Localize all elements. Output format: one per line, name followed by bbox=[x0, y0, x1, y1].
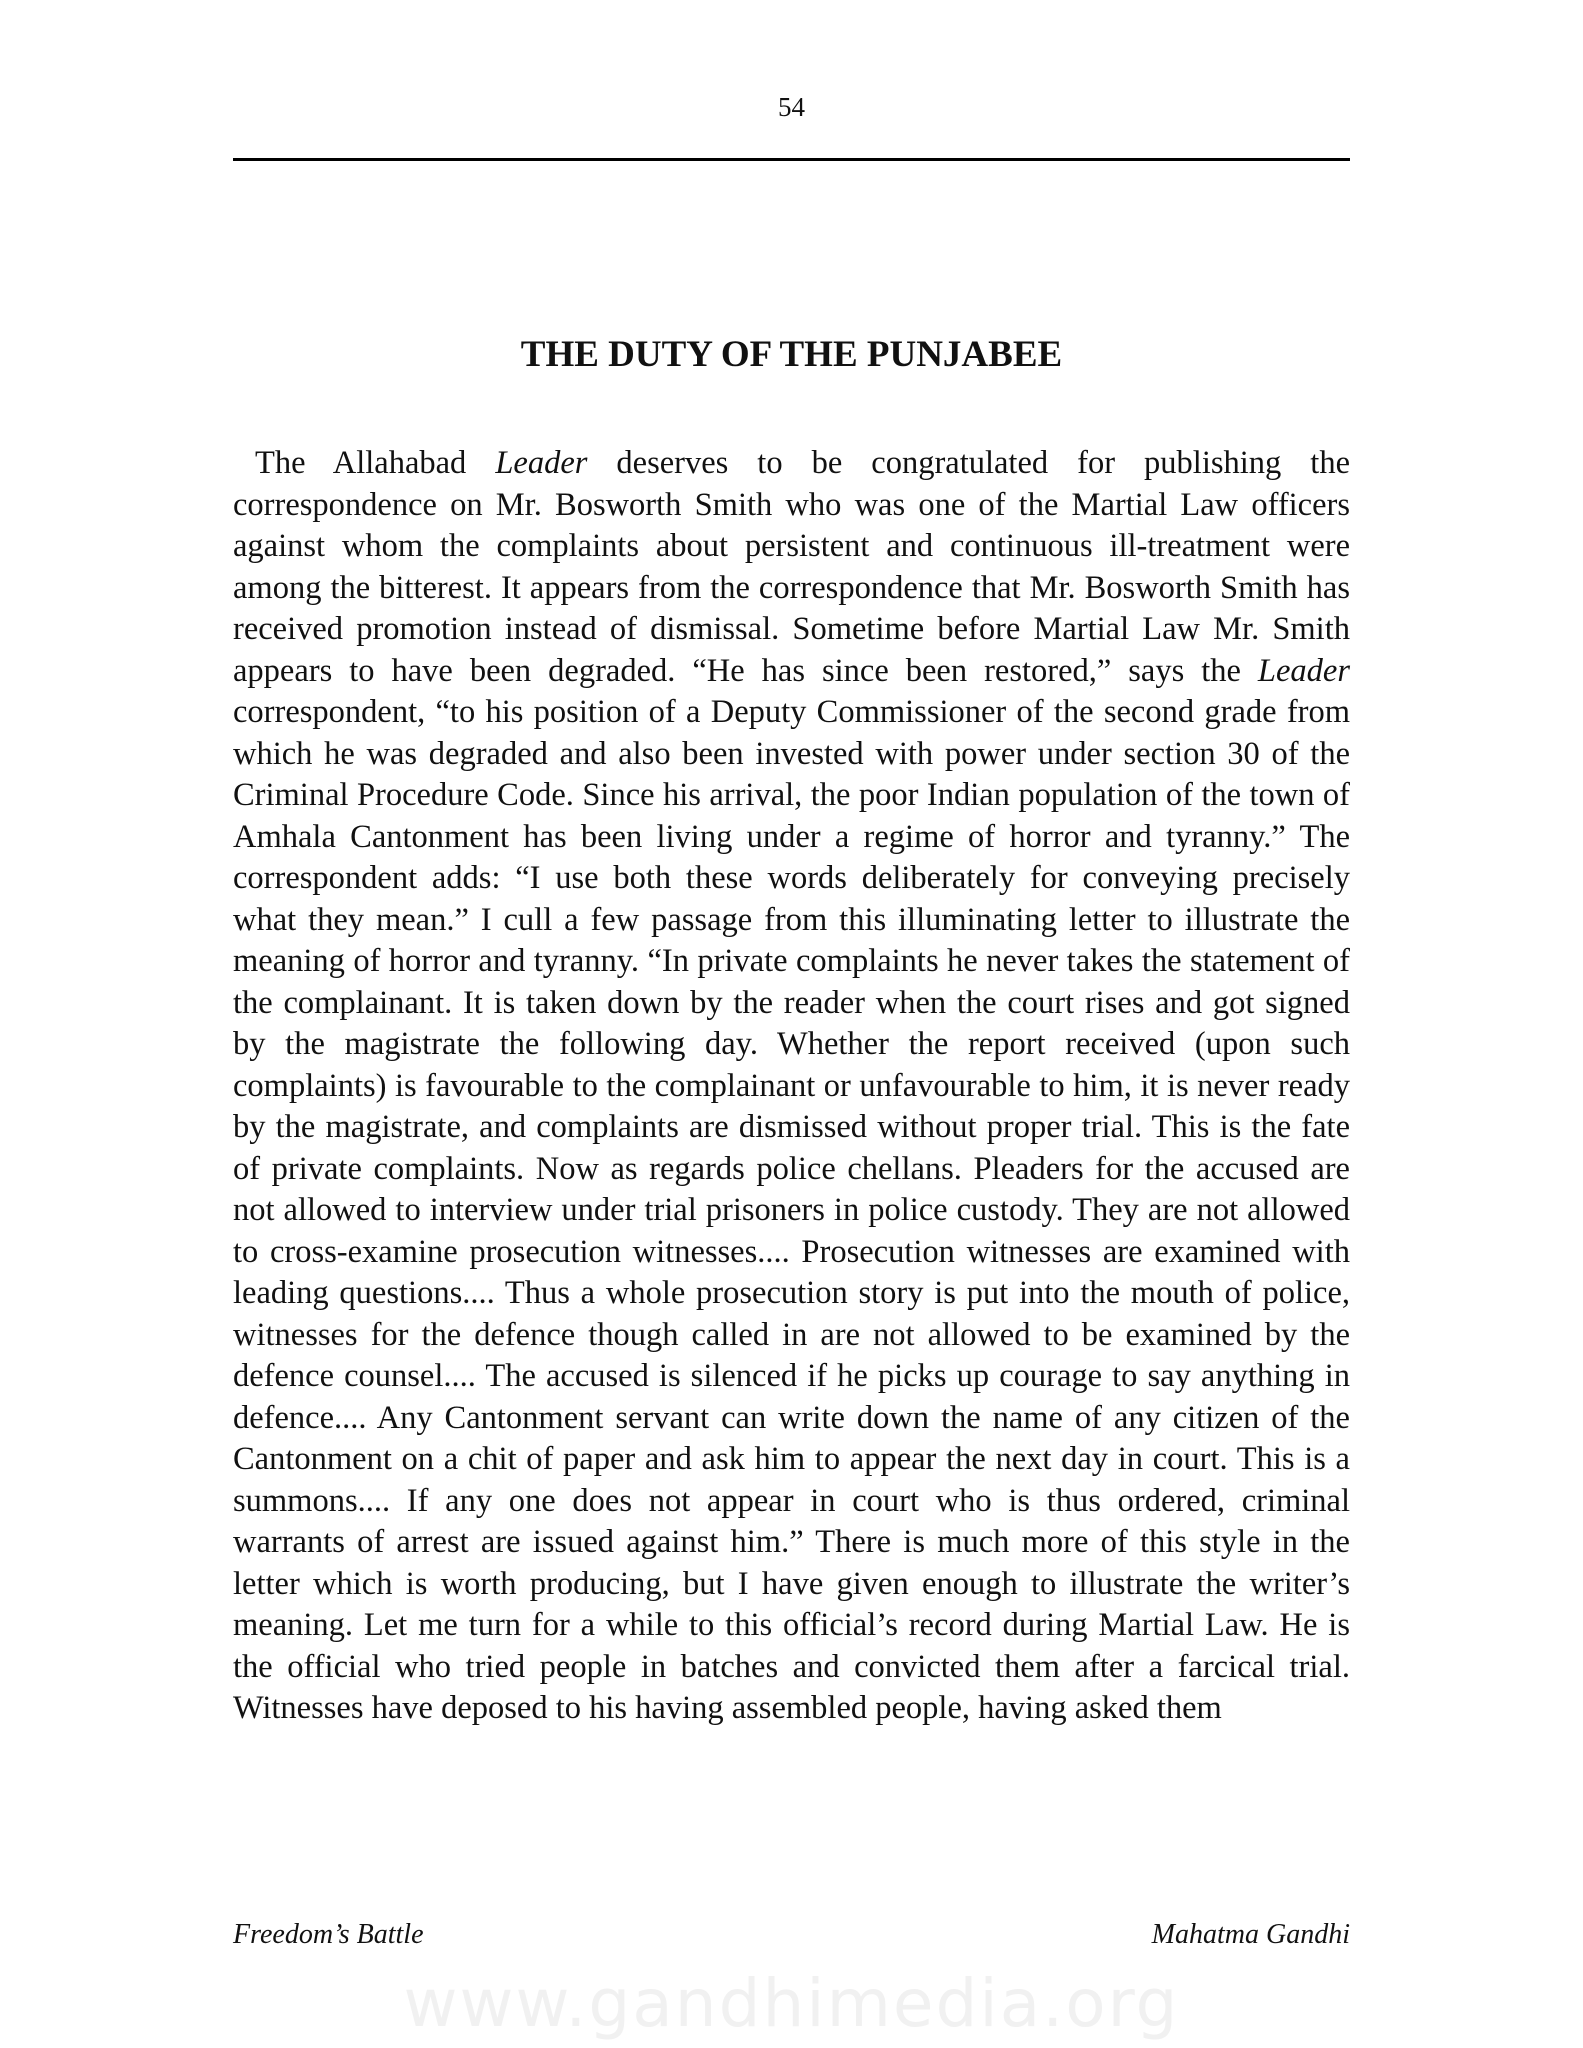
watermark: www.gandhimedia.org bbox=[403, 1965, 1180, 2042]
footer-book-title: Freedom’s Battle bbox=[233, 1919, 424, 1950]
page-number: 54 bbox=[778, 92, 805, 122]
body-text-segment: deserves to be congratulated for publishing the correspondence on Mr. Bosworth Smith who was one of the Martial Law officers against whom the complaints about persistent and continuous ill-treatment were among the bitterest. It appears from the correspondence that Mr. Bosworth Smith has received promotion instead of dismissal. Sometime before Martial Law Mr. Smith appears to have been degraded. “He has since been restored,” says the bbox=[233, 445, 1350, 689]
article-body bbox=[233, 443, 1350, 1730]
header-rule bbox=[233, 158, 1350, 161]
article-title: THE DUTY OF THE PUNJABEE bbox=[520, 334, 1063, 375]
publication-name: Leader bbox=[1257, 652, 1350, 689]
publication-name: Leader bbox=[495, 445, 588, 481]
body-text-segment: correspondent, “to his position of a Deputy Commissioner of the second grade from which he was degraded and also been invested with power under section 30 of the Criminal Procedure Code. Since his arrival, the poor Indian population of the town of Amhala Cantonment has been living under a regime of horror and tyranny.” The correspondent adds: “I use both these words deliberately for conveying precisely what they mean.” I cull a few passage from this illuminating letter to illustrate the meaning of horror and tyranny. “In private complaints he never takes the statement of the complainant. It is taken down by the reader when the court rises and got signed by the magistrate the following day. Whether the report received (upon such complaints) is favourable to the complainant or unfavourable to him, it is never ready by the magistrate, and complaints are dismissed without proper trial. This is the fate of private complaints. Now as regards police chellans. Pleaders for the accused are not allowed to interview under trial prisoners in police custody. They are not allowed to cross-examine prosecution witnesses.... Prosecution witnesses are examined with leading questions.... Thus a whole prosecution story is put into the mouth of police, witnesses for the defence though called in are not allowed to be examined by the defence counsel.... The accused is silenced if he picks up courage to say anything in defence.... Any Cantonment servant can write down the name of any citizen of the Cantonment on a chit of paper and ask him to appear the next day in court. This is a summons.... If any one does not appear in court who is thus ordered, criminal warrants of arrest are issued against him.” There is much more of this style in the letter which is worth producing, but I have given enough to illustrate the writer’s meaning. Let me turn for a while to this official’s record during Martial Law. He is the official who tried people in batches and convicted them after a farcical trial. Witnesses have deposed to his having assembled people, having asked them bbox=[233, 694, 1350, 1726]
body-text-segment: The Allahabad bbox=[255, 445, 496, 481]
footer-author: Mahatma Gandhi bbox=[1151, 1919, 1350, 1950]
